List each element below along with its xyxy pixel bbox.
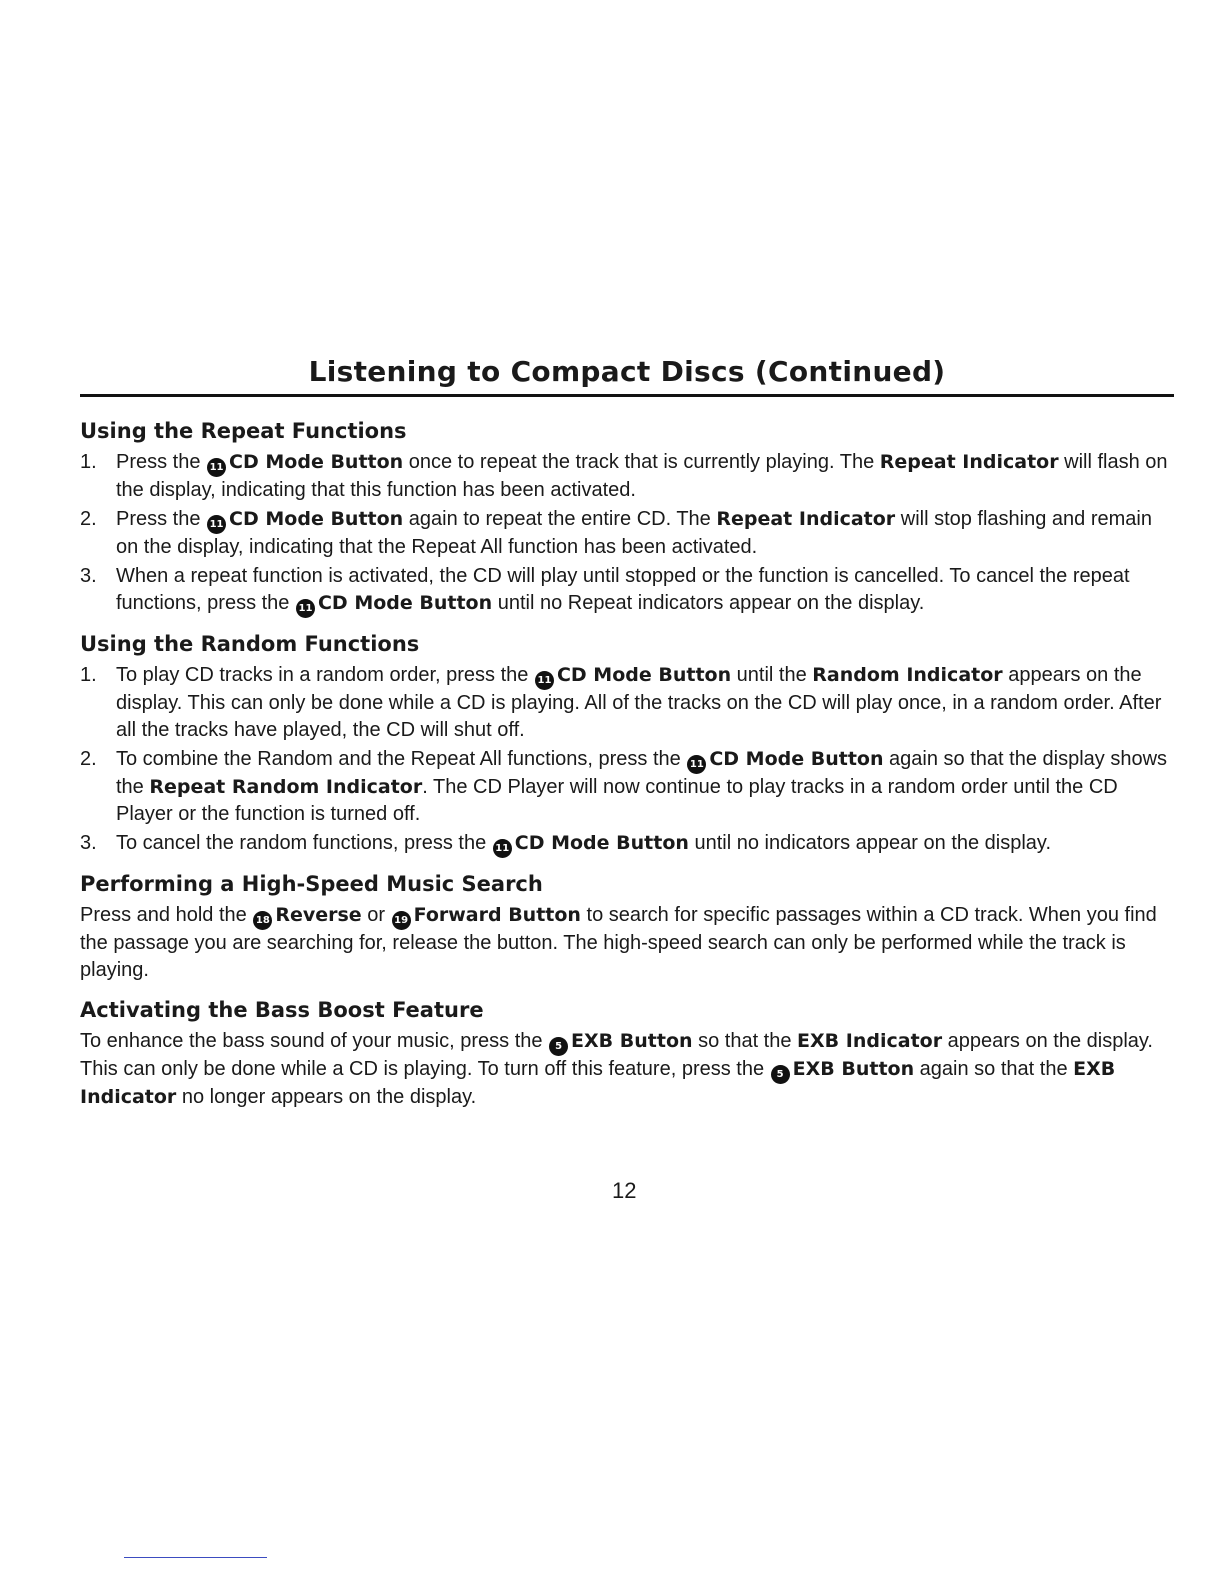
list-item: 2. To combine the Random and the Repeat All functions, press the 11 CD Mode Button again so that the display shows the Repeat Random Indicator. The CD Player will now continue to play tracks in a random order until the CD Player or the function is turned off. bbox=[80, 748, 1168, 825]
section-search bbox=[80, 872, 1174, 984]
button-number-badge: 11 bbox=[493, 839, 512, 858]
button-number-badge: 11 bbox=[207, 458, 226, 477]
manual-page bbox=[80, 355, 1174, 1125]
bass-paragraph: To enhance the bass sound of your music, press the 5 EXB Button so that the EXB Indicator appears on the display. This can only be done while a CD is playing. To turn off this feature, press the 5 EXB Button again so that the EXB Indicator no longer appears on the display. bbox=[80, 1030, 1153, 1108]
step-number: 1. bbox=[80, 664, 97, 686]
list-item: 2. Press the 11 CD Mode Button again to repeat the entire CD. The Repeat Indicator will stop flashing and remain on the display, indicating that the Repeat All function has been activated. bbox=[80, 508, 1152, 558]
section-random bbox=[80, 632, 1174, 858]
page-number: 12 bbox=[612, 1178, 637, 1203]
section-heading-bass: Activating the Bass Boost Feature bbox=[80, 998, 484, 1022]
button-number-badge: 5 bbox=[549, 1037, 568, 1056]
button-number-badge: 18 bbox=[253, 911, 272, 930]
list-item: 3. To cancel the random functions, press the 11 CD Mode Button until no indicators appear on the display. bbox=[80, 830, 1174, 858]
search-paragraph: Press and hold the 18 Reverse or 19 Forward Button to search for specific passages within a CD track. When you find the passage you are searching for, release the button. The high-speed search can only be performed while the track is playing. bbox=[80, 904, 1157, 981]
button-number-badge: 11 bbox=[296, 599, 315, 618]
repeat-steps bbox=[80, 449, 1174, 618]
step-number: 2. bbox=[80, 748, 97, 770]
button-number-badge: 5 bbox=[771, 1065, 790, 1084]
list-item: 3. When a repeat function is activated, the CD will play until stopped or the function is cancelled. To cancel the repeat functions, press the 11 CD Mode Button until no Repeat indicators appear on the display. bbox=[80, 563, 1174, 618]
list-item: 1. To play CD tracks in a random order, press the 11 CD Mode Button until the Random Indicator appears on the display. This can only be done while a CD is playing. All of the tracks on the CD will play once, in a random order. After all the tracks have played, the CD will shut off. bbox=[80, 664, 1162, 741]
button-number-badge: 19 bbox=[392, 911, 411, 930]
title-rule bbox=[80, 394, 1174, 397]
section-heading-repeat: Using the Repeat Functions bbox=[80, 419, 407, 443]
section-heading-random: Using the Random Functions bbox=[80, 632, 420, 656]
step-number: 1. bbox=[80, 451, 97, 473]
section-heading-search: Performing a High-Speed Music Search bbox=[80, 872, 543, 896]
step-number: 3. bbox=[80, 565, 97, 587]
page-title: Listening to Compact Discs (Continued) bbox=[308, 355, 946, 388]
random-steps bbox=[80, 662, 1174, 858]
list-item: 1. Press the 11 CD Mode Button once to repeat the track that is currently playing. The Repeat Indicator will flash on the display, indicating that this function has been activated. bbox=[80, 451, 1168, 501]
button-number-badge: 11 bbox=[687, 755, 706, 774]
button-number-badge: 11 bbox=[207, 515, 226, 534]
step-number: 3. bbox=[80, 832, 97, 854]
step-number: 2. bbox=[80, 508, 97, 530]
section-bass bbox=[80, 998, 1174, 1111]
footer-rule bbox=[124, 1557, 267, 1558]
button-number-badge: 11 bbox=[535, 671, 554, 690]
section-repeat bbox=[80, 419, 1174, 618]
